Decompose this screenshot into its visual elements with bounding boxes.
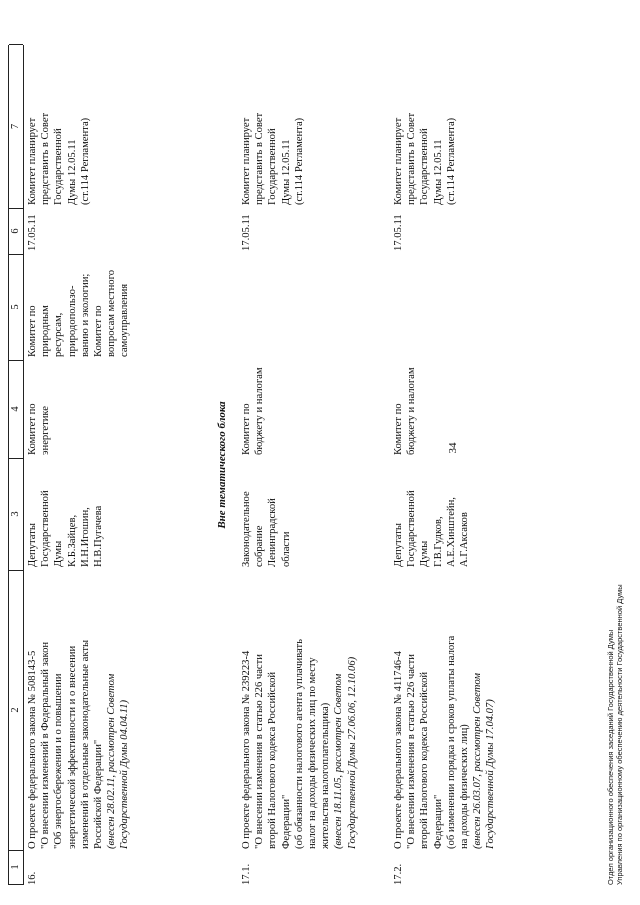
co-committees: [26, 257, 132, 357]
description-line: "Об энергосбережении и о повышении: [53, 673, 65, 849]
description-line: Федерации": [432, 794, 444, 849]
footer-line: Управления по организационному обеспечению деятельности Государственной Думы: [615, 584, 624, 885]
description-line: О проекте федерального закона № 508143-5: [27, 650, 38, 849]
description-line: на доходы физических лиц): [459, 724, 471, 849]
bill-description: [240, 577, 359, 849]
initiator-line: Депутаты: [393, 523, 404, 567]
description-line: Федерации": [280, 794, 292, 849]
submission-note: (внесен 28.02.11, рассмотрен Советом: [106, 673, 118, 849]
description-line: (об обязанности налогового агента уплачивать: [293, 639, 305, 849]
plan-line: представить в Совет: [254, 112, 266, 205]
description-line: О проекте федерального закона № 239223-4: [241, 650, 252, 849]
submission-note: (внесен 18.11.05, рассмотрен Советом: [333, 673, 345, 849]
initiator-line: собрание: [254, 525, 266, 567]
plan-line: Думы 12.05.11: [280, 139, 292, 205]
row-number: 17.2.: [393, 863, 404, 885]
plan-line: Комитет планирует: [27, 117, 38, 205]
initiator-line: И.Н.Игошин,: [79, 507, 91, 567]
initiator-line: Думы: [419, 540, 431, 567]
initiator-line: Законодательное: [241, 491, 252, 567]
co-committee-line: Комитет по: [93, 305, 105, 357]
bill-description: [392, 577, 498, 849]
planned-action: [26, 45, 92, 205]
committee-line: бюджету и налогам: [254, 367, 266, 455]
section-title: Вне тематического блока: [216, 401, 228, 529]
column-number-1: 1: [9, 850, 23, 885]
committee-line: Комитет по: [393, 403, 404, 455]
submission-note: Государственной Думы 27.06.06, 12.10.06): [346, 656, 358, 849]
description-line: энергетической эффективности и о внесении: [66, 645, 78, 849]
initiator-line: Думы: [53, 540, 65, 567]
initiator-line: области: [280, 531, 292, 567]
column-number-4: 4: [9, 360, 23, 459]
co-committee-line: природным: [40, 305, 52, 357]
page-number: 34: [447, 442, 459, 454]
plan-line: Государственной: [267, 128, 279, 205]
row-number: 16.: [27, 871, 38, 885]
plan-line: Государственной: [53, 128, 65, 205]
submission-note: Государственной Думы 04.04.11): [119, 699, 131, 849]
initiator-line: Н.В.Пугачева: [93, 505, 105, 567]
review-date: 17.05.11: [393, 214, 404, 251]
plan-line: (ст.114 Регламента): [445, 117, 457, 205]
plan-line: Комитет планирует: [241, 117, 252, 205]
committee-line: Комитет по: [27, 403, 38, 455]
plan-line: Комитет планирует: [393, 117, 404, 205]
responsible-committee: [392, 365, 418, 455]
co-committee-line: ресурсам,: [53, 312, 65, 357]
plan-line: (ст.114 Регламента): [79, 117, 91, 205]
row-number: 17.1.: [241, 863, 252, 885]
committee-line: бюджету и налогам: [406, 367, 418, 455]
description-line: второй Налогового кодекса Российской: [267, 671, 279, 849]
plan-line: Государственной: [419, 128, 431, 205]
plan-line: представить в Совет: [406, 112, 418, 205]
co-committee-line: Комитет по: [27, 305, 38, 357]
co-committee-line: вопросам местного: [106, 270, 118, 357]
co-committee-line: природопользо-: [66, 285, 78, 357]
responsible-committee: [26, 365, 52, 455]
initiator-line: Государственной: [40, 490, 52, 567]
description-line: налог на доходы физических лиц по месту: [307, 657, 319, 849]
column-number-5: 5: [9, 254, 23, 361]
initiator-line: А.Е.Хинштейн,: [445, 497, 457, 567]
description-line: "О внесении изменения в статью 226 части: [254, 654, 266, 849]
description-line: жительства налогоплательщика): [320, 702, 332, 849]
description-line: изменений в отдельные законодательные акты: [79, 639, 91, 849]
bill-description: [26, 577, 132, 849]
planned-action: [240, 45, 306, 205]
description-line: "О внесении изменения в статью 226 части: [406, 654, 418, 849]
co-committee-line: ванию и экологии;: [79, 273, 91, 357]
submission-note: Государственной Думы 17.04.07): [485, 699, 497, 849]
co-committee-line: самоуправления: [119, 283, 131, 357]
description-line: "О внесении изменений в Федеральный закон: [40, 641, 52, 849]
column-number-7: 7: [9, 44, 23, 209]
committee-line: энергетике: [40, 405, 52, 455]
committee-line: Комитет по: [241, 403, 252, 455]
column-number-6: 6: [9, 208, 23, 255]
initiator-line: Государственной: [406, 490, 418, 567]
initiator: [26, 463, 105, 567]
description-line: (об изменении порядка и сроков уплаты налога: [445, 635, 457, 849]
column-number-2: 2: [9, 570, 23, 851]
review-date: 17.05.11: [27, 214, 38, 251]
description-line: О проекте федерального закона № 411746-4: [393, 651, 404, 849]
plan-line: представить в Совет: [40, 112, 52, 205]
plan-line: Думы 12.05.11: [66, 139, 78, 205]
initiator: [392, 463, 471, 567]
submission-note: (внесен 26.03.07, рассмотрен Советом: [472, 673, 484, 849]
plan-line: Думы 12.05.11: [432, 139, 444, 205]
initiator-line: Г.В.Гудков,: [432, 516, 444, 567]
responsible-committee: [240, 365, 266, 455]
planned-action: [392, 45, 458, 205]
initiator-line: Ленинградской: [267, 498, 279, 567]
initiator-line: Депутаты: [27, 523, 38, 567]
initiator-line: А.Г.Аксаков: [459, 512, 471, 567]
description-line: второй Налогового кодекса Российской: [419, 671, 431, 849]
footer-line: Отдел организационного обеспечения заседаний Государственной Думы: [606, 629, 615, 885]
page-footer: [606, 584, 624, 885]
column-number-3: 3: [9, 458, 23, 571]
table-header: [8, 45, 24, 885]
initiator: [240, 463, 293, 567]
review-date: 17.05.11: [241, 214, 252, 251]
plan-line: (ст.114 Регламента): [293, 117, 305, 205]
initiator-line: К.Б.Зайцев,: [66, 514, 78, 567]
description-line: Российской Федерации": [93, 739, 105, 849]
